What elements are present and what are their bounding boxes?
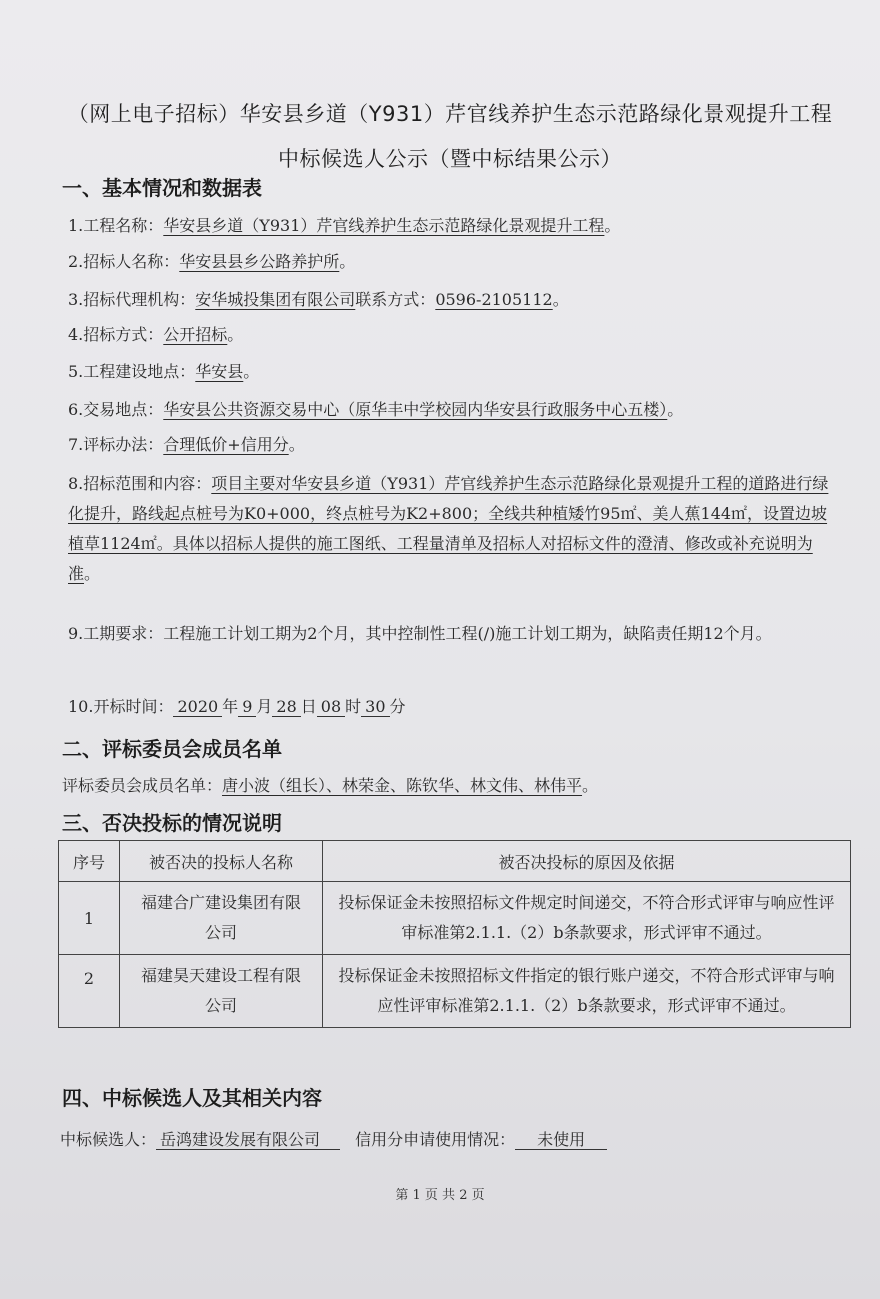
page-footer: 第 1 页 共 2 页 xyxy=(395,1188,485,1203)
row-bidder-name: 福建昊天建设工程有限公司 xyxy=(120,955,323,1028)
section2-heading: 二、评标委员会成员名单 xyxy=(62,737,282,761)
committee-members: 评标委员会成员名单：唐小波（组长）、林荣金、陈钦华、林文伟、林伟平。 xyxy=(62,776,599,795)
row-no: 1 xyxy=(59,882,120,955)
rejected-bids-table xyxy=(58,840,851,1028)
item-opening-time: 10.开标时间： 2020 年 9 月 28 日 08 时 30 分 xyxy=(68,697,406,716)
item-tenderer: 2.招标人名称：华安县县乡公路养护所。 xyxy=(68,252,356,271)
winning-candidate: 中标候选人： 岳鸿建设发展有限公司 信用分申请使用情况： 未使用 xyxy=(60,1127,607,1150)
row-bidder-name: 福建合广建设集团有限公司 xyxy=(120,882,323,955)
item-method: 4.招标方式：公开招标。 xyxy=(68,325,244,344)
section4-heading: 四、中标候选人及其相关内容 xyxy=(62,1086,322,1110)
table-row xyxy=(59,882,851,955)
row-no: 2 xyxy=(59,955,120,1028)
item-venue: 6.交易地点：华安县公共资源交易中心（原华丰中学校园内华安县行政服务中心五楼）。 xyxy=(68,400,684,419)
col-reason-header: 被否决投标的原因及依据 xyxy=(323,841,851,882)
row-reason: 投标保证金未按照招标文件规定时间递交，不符合形式评审与响应性评审标准第2.1.1.（2）b条款要求，形式评审不通过。 xyxy=(323,882,851,955)
table-header-row xyxy=(59,841,851,882)
section3-heading: 三、否决投标的情况说明 xyxy=(62,811,282,835)
section1-heading: 一、基本情况和数据表 xyxy=(62,176,262,200)
item-period: 9.工期要求：工程施工计划工期为2个月，其中控制性工程(/)施工计划工期为，缺陷责任期12个月。 xyxy=(68,624,772,643)
item-evaluation: 7.评标办法：合理低价+信用分。 xyxy=(68,435,305,454)
col-name-header: 被否决的投标人名称 xyxy=(120,841,323,882)
item-location: 5.工程建设地点：华安县。 xyxy=(68,362,260,381)
col-no-header: 序号 xyxy=(59,841,120,882)
item-agency: 3.招标代理机构：安华城投集团有限公司联系方式：0596-2105112。 xyxy=(68,290,569,309)
item-scope: 8.招标范围和内容：项目主要对华安县乡道（Y931）芹官线养护生态示范路绿化景观提升工程的道路进行绿化提升，路线起点桩号为K0+000，终点桩号为K2+800；全线共种植矮竹95㎡、美人蕉144㎡，设置边坡植草1124㎡。具体以招标人提供的施工图纸、工程量清单及招标人对招标文件的澄清、修改或补充说明为准。 xyxy=(68,474,829,583)
title-line-1: （网上电子招标）华安县乡道（Y931）芹官线养护生态示范路绿化景观提升工程 xyxy=(67,102,833,126)
item-project-name: 1.工程名称：华安县乡道（Y931）芹官线养护生态示范路绿化景观提升工程。 xyxy=(68,216,621,235)
row-reason: 投标保证金未按照招标文件指定的银行账户递交，不符合形式评审与响应性评审标准第2.1.1.（2）b条款要求，形式评审不通过。 xyxy=(323,955,851,1028)
table-row xyxy=(59,955,851,1028)
title-line-2: 中标候选人公示（暨中标结果公示） xyxy=(278,147,622,171)
